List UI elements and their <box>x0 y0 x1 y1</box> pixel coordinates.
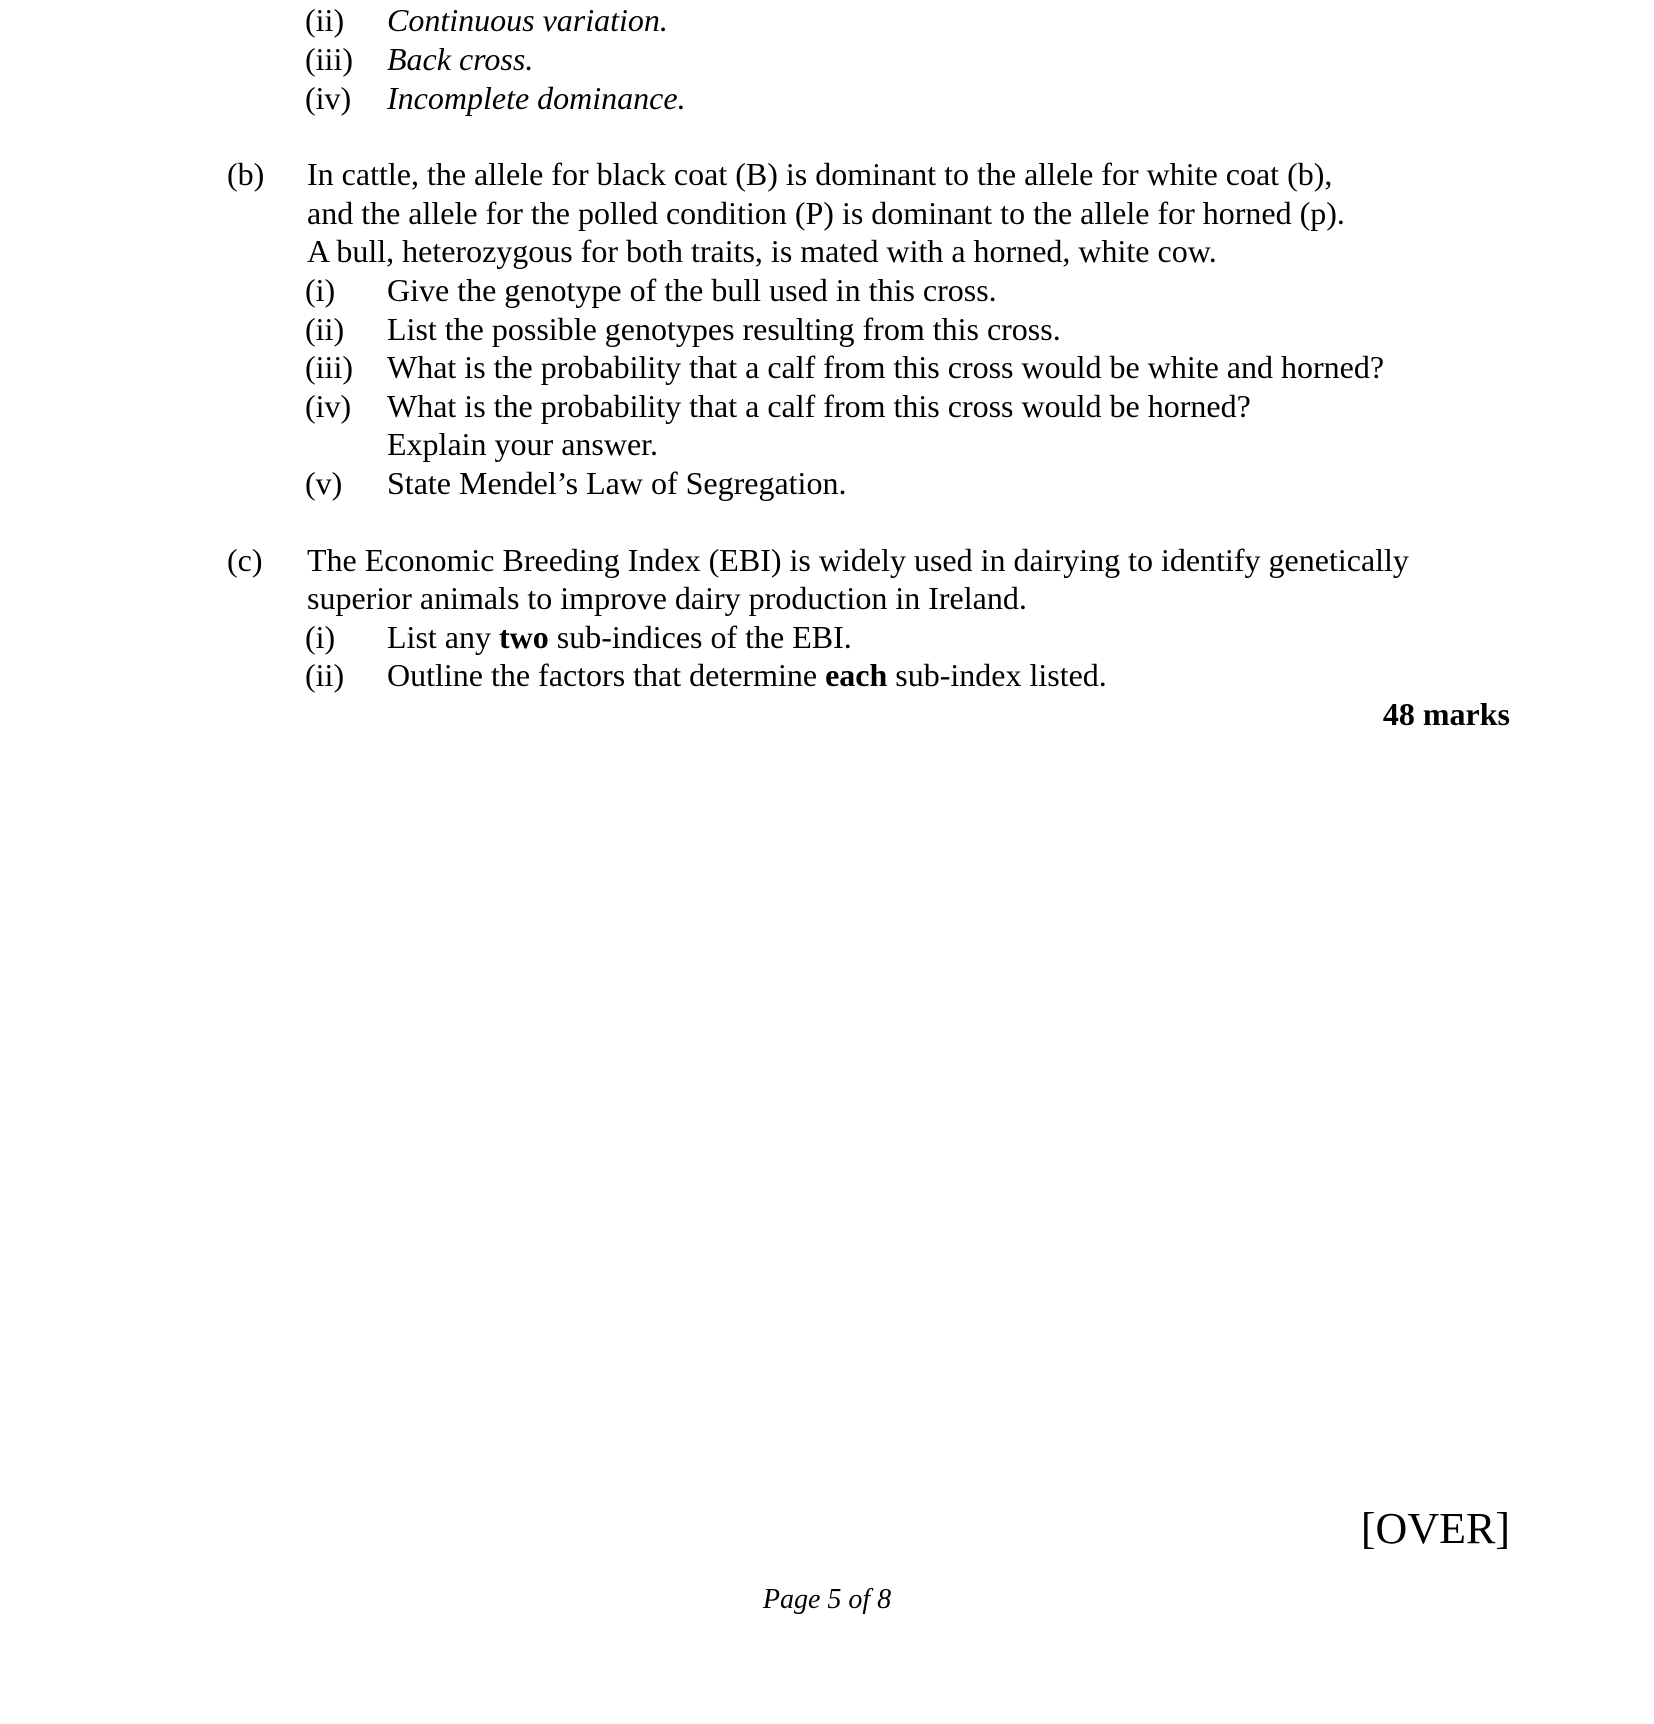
question-text: List any two sub-indices of the EBI. <box>387 619 852 655</box>
item-number: (ii) <box>305 657 345 693</box>
term-text: Continuous variation. <box>387 2 668 38</box>
part-label: (b) <box>227 156 265 192</box>
question-stem: In cattle, the allele for black coat (B) is dominant to the allele for white coat (b), <box>307 156 1333 192</box>
item-number: (ii) <box>305 2 345 38</box>
item-number: (i) <box>305 272 336 308</box>
question-text: Explain your answer. <box>387 426 659 462</box>
emphasis: two <box>498 619 549 655</box>
question-stem: superior animals to improve dairy production in Ireland. <box>307 580 1027 616</box>
question-text: What is the probability that a calf from this cross would be white and horned? <box>387 349 1385 385</box>
marks-total: 48 marks <box>1382 696 1510 732</box>
item-number: (i) <box>305 619 336 655</box>
item-number: (ii) <box>305 311 345 347</box>
term-text: Incomplete dominance. <box>387 80 686 116</box>
emphasis: each <box>825 657 888 693</box>
item-number: (iv) <box>305 388 352 424</box>
item-number: (iii) <box>305 41 353 77</box>
item-number: (v) <box>305 465 343 501</box>
question-text: State Mendel’s Law of Segregation. <box>387 465 847 501</box>
page-number: Page 5 of 8 <box>762 1584 892 1615</box>
item-number: (iii) <box>305 349 353 385</box>
item-number: (iv) <box>305 80 352 116</box>
question-stem: and the allele for the polled condition (P) is dominant to the allele for horned (p). <box>307 195 1345 231</box>
question-text: Give the genotype of the bull used in this cross. <box>387 272 997 308</box>
over-indicator: [OVER] <box>1360 1504 1510 1553</box>
question-text: Outline the factors that determine each sub-index listed. <box>387 657 1107 693</box>
question-stem: The Economic Breeding Index (EBI) is widely used in dairying to identify genetically <box>307 542 1409 578</box>
part-label: (c) <box>227 542 263 578</box>
question-text: What is the probability that a calf from this cross would be horned? <box>387 388 1251 424</box>
question-text: List the possible genotypes resulting from this cross. <box>387 311 1061 347</box>
question-stem: A bull, heterozygous for both traits, is mated with a horned, white cow. <box>307 233 1217 269</box>
term-text: Back cross. <box>387 41 534 77</box>
